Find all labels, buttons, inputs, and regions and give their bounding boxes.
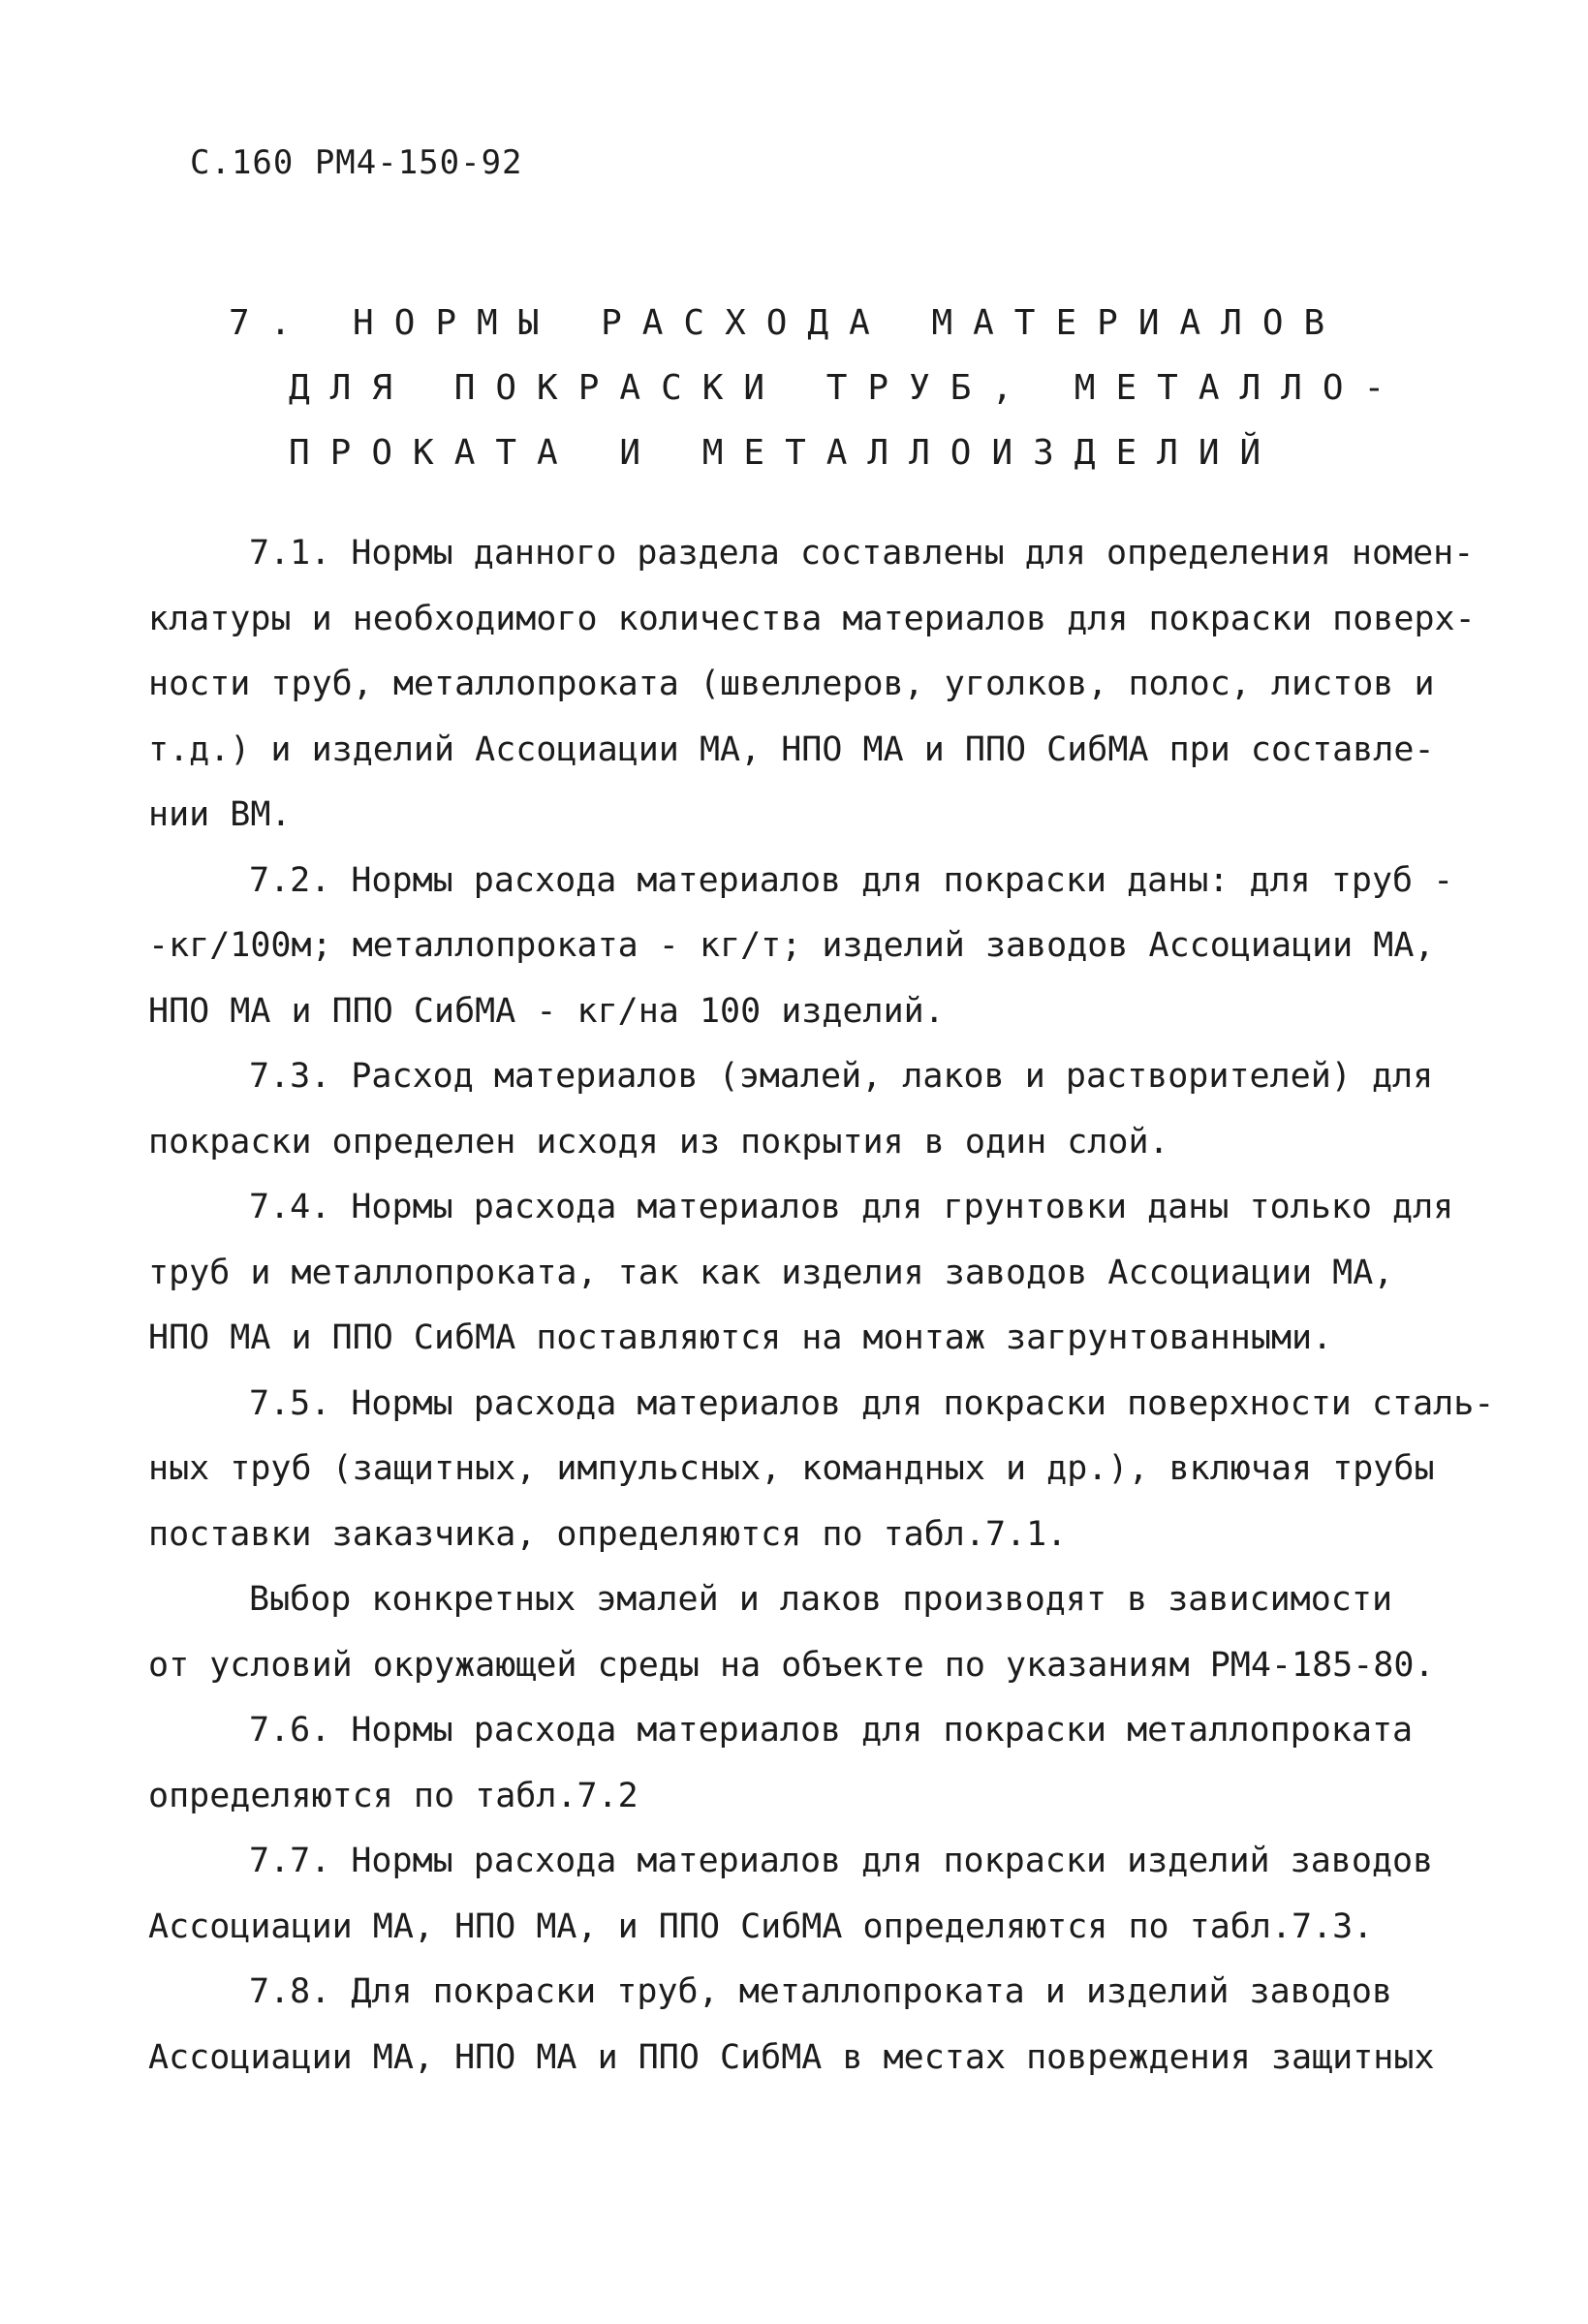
paragraph-7-8	[148, 1960, 1476, 2091]
text-line: Ассоциации МА, НПО МА, и ППО СибМА определяются по табл.7.3.	[148, 1906, 1374, 1946]
text-line: т.д.) и изделий Ассоциации МА, НПО МА и ППО СибМА при составле-	[148, 729, 1435, 769]
text-line: определяются по табл.7.2	[148, 1776, 638, 1815]
text-line: 7.1. Нормы данного раздела составлены для определения номен-	[249, 534, 1475, 573]
text-line: ности труб, металлопроката (швеллеров, уголков, полос, листов и	[148, 665, 1435, 703]
text-line: 7.3. Расход материалов (эмалей, лаков и растворителей) для	[249, 1057, 1434, 1096]
paragraph-7-2	[148, 849, 1476, 1045]
section-title-line-1: 7. НОРМЫ РАСХОДА МАТЕРИАЛОВ	[229, 303, 1346, 343]
text-line: 7.6. Нормы расхода материалов для покраски металлопроката	[249, 1711, 1414, 1750]
text-line: клатуры и необходимого количества материалов для покраски поверх-	[148, 599, 1476, 638]
section-title-line-2: ДЛЯ ПОКРАСКИ ТРУБ, МЕТАЛЛО-	[289, 368, 1406, 408]
section-title-line-3: ПРОКАТА И МЕТАЛЛОИЗДЕЛИЙ	[289, 433, 1282, 473]
text-line: 7.2. Нормы расхода материалов для покраски даны: для труб -	[249, 860, 1454, 900]
text-line: поставки заказчика, определяются по табл.7.1.	[148, 1514, 1068, 1554]
paragraph-7-3	[148, 1044, 1476, 1175]
text-line: -кг/100м; металлопроката - кг/т; изделий заводов Ассоциации МА,	[148, 926, 1435, 965]
text-line: 7.4. Нормы расхода материалов для грунтовки даны только для	[249, 1188, 1454, 1226]
text-line: НПО МА и ППО СибМА поставляются на монтаж загрунтованными.	[148, 1318, 1333, 1357]
text-line: 7.8. Для покраски труб, металлопроката и изделий заводов	[249, 1972, 1393, 2011]
text-line: Ассоциации МА, НПО МА и ППО СибМА в местах повреждения защитных	[148, 2037, 1435, 2077]
text-line: от условий окружающей среды на объекте по указаниям РМ4-185-80.	[148, 1645, 1435, 1685]
text-line: труб и металлопроката, так как изделия заводов Ассоциации МА,	[148, 1253, 1394, 1292]
paragraph-7-6	[148, 1698, 1476, 1829]
paragraph-7-5-note	[148, 1567, 1476, 1698]
page-reference: С.160 РМ4-150-92	[190, 143, 523, 182]
paragraph-7-5	[148, 1372, 1495, 1568]
paragraph-7-1	[148, 521, 1476, 849]
text-line: покраски определен исходя из покрытия в один слой.	[148, 1122, 1169, 1162]
text-line: НПО МА и ППО СибМА - кг/на 100 изделий.	[148, 991, 945, 1031]
paragraph-7-7	[148, 1829, 1476, 1960]
paragraph-7-4	[148, 1175, 1476, 1372]
section-title	[229, 291, 1405, 485]
body-text	[148, 521, 1495, 2091]
text-line: Выбор конкретных эмалей и лаков производят в зависимости	[249, 1580, 1393, 1619]
text-line: ных труб (защитных, импульсных, командных и др.), включая трубы	[148, 1449, 1435, 1488]
text-line: нии ВМ.	[148, 795, 292, 834]
text-line: 7.7. Нормы расхода материалов для покраски изделий заводов	[249, 1842, 1434, 1880]
text-line: 7.5. Нормы расхода материалов для покраски поверхности сталь-	[249, 1383, 1495, 1423]
